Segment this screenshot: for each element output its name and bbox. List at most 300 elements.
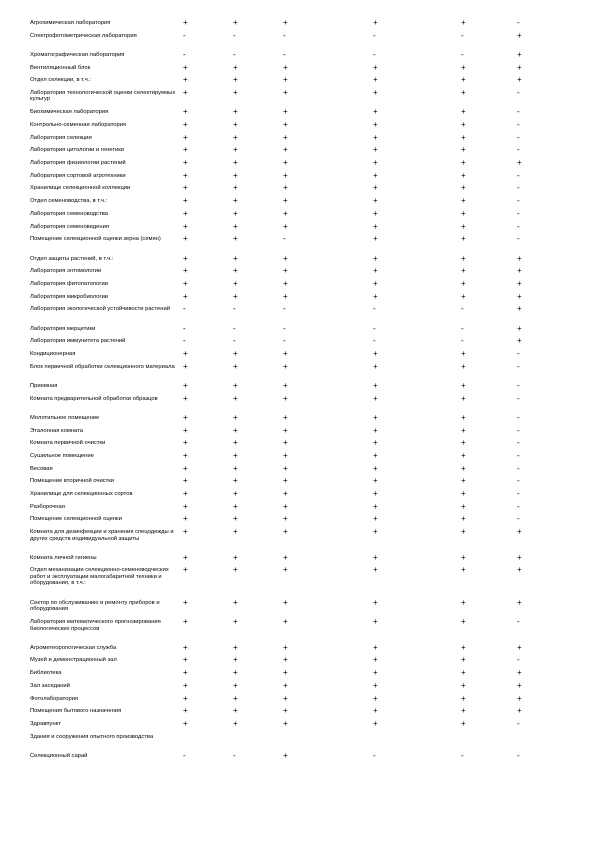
mark-cell-3: +: [283, 393, 288, 403]
mark-cell-4: +: [373, 617, 378, 627]
mark-cell-5: +: [461, 412, 466, 422]
room-name: Библиотека: [30, 670, 62, 677]
mark-cell-3: +: [283, 501, 288, 511]
mark-cell-2: +: [233, 706, 238, 716]
mark-cell-5: +: [461, 145, 466, 155]
room-name: Комната для дезинфекции и хранения спецодежды и других средств индивидуальной защиты: [30, 529, 174, 542]
mark-cell-6: +: [517, 552, 522, 562]
mark-cell-3: +: [283, 412, 288, 422]
mark-cell-6: +: [517, 30, 522, 40]
table-row: [30, 326, 575, 339]
room-name: Лаборатория фитопатологии: [30, 280, 108, 287]
table-row: [30, 236, 575, 255]
mark-cell-6: +: [517, 158, 522, 168]
mark-cell-3: +: [283, 88, 288, 98]
mark-cell-3: +: [283, 196, 288, 206]
mark-cell-1: +: [183, 438, 188, 448]
mark-cell-2: +: [233, 62, 238, 72]
mark-cell-6: +: [517, 266, 522, 276]
table-row: [30, 428, 575, 441]
mark-cell-2: -: [233, 750, 236, 760]
mark-cell-4: +: [373, 120, 378, 130]
mark-cell-6: +: [517, 62, 522, 72]
room-name: Весовая: [30, 465, 53, 472]
mark-cell-4: +: [373, 183, 378, 193]
room-name: Контрольно-семенная лаборатория: [30, 122, 127, 129]
mark-cell-1: +: [183, 718, 188, 728]
mark-cell-2: -: [233, 336, 236, 346]
mark-cell-4: [373, 734, 461, 753]
mark-cell-1: +: [183, 380, 188, 390]
mark-cell-3: +: [283, 450, 288, 460]
mark-cell-1: +: [183, 62, 188, 72]
mark-cell-5: +: [461, 463, 466, 473]
table-row: [30, 657, 575, 670]
mark-cell-5: +: [461, 476, 466, 486]
mark-cell-5: +: [461, 438, 466, 448]
mark-cell-1: +: [183, 552, 188, 562]
table-row: [30, 65, 575, 78]
mark-cell-5: +: [461, 62, 466, 72]
room-name: Кондиционерная: [30, 350, 76, 357]
mark-cell-6: -: [517, 132, 520, 142]
mark-cell-3: +: [283, 489, 288, 499]
mark-cell-1: +: [183, 291, 188, 301]
mark-cell-3: +: [283, 514, 288, 524]
mark-cell-5: +: [461, 597, 466, 607]
mark-cell-2: +: [233, 348, 238, 358]
mark-cell-1: +: [183, 463, 188, 473]
mark-cell-3: +: [283, 527, 288, 537]
mark-cell-1: +: [183, 693, 188, 703]
mark-cell-3: -: [283, 336, 286, 346]
mark-cell-5: +: [461, 221, 466, 231]
mark-cell-5: +: [461, 291, 466, 301]
mark-cell-4: +: [373, 668, 378, 678]
table-row: [30, 256, 575, 269]
mark-cell-5: +: [461, 183, 466, 193]
mark-cell-2: +: [233, 107, 238, 117]
mark-cell-6: +: [517, 706, 522, 716]
mark-cell-3: +: [283, 18, 288, 27]
mark-cell-6: +: [517, 49, 522, 59]
table-row: [30, 224, 575, 237]
mark-cell-1: +: [183, 668, 188, 678]
mark-cell-4: +: [373, 706, 378, 716]
mark-cell-1: +: [183, 208, 188, 218]
mark-cell-2: +: [233, 120, 238, 130]
mark-cell-5: +: [461, 489, 466, 499]
table-row: [30, 466, 575, 479]
room-name: Вентиляционный блок: [30, 64, 91, 71]
room-name: Селекционный сарай: [30, 752, 88, 759]
mark-cell-4: +: [373, 253, 378, 263]
mark-cell-6: -: [517, 393, 520, 403]
table-row: [30, 109, 575, 122]
mark-cell-5: -: [461, 304, 464, 314]
table-row: [30, 198, 575, 211]
rooms-table-body: [30, 20, 575, 766]
table-row: [30, 415, 575, 428]
mark-cell-3: +: [283, 706, 288, 716]
mark-cell-5: +: [461, 514, 466, 524]
table-row: [30, 33, 575, 52]
mark-cell-2: +: [233, 527, 238, 537]
room-name: Комната личной гигиены: [30, 554, 97, 561]
mark-cell-3: +: [283, 597, 288, 607]
mark-cell-6: -: [517, 501, 520, 511]
mark-cell-1: +: [183, 170, 188, 180]
mark-cell-4: +: [373, 291, 378, 301]
room-name: Помещение вторичной очистки: [30, 478, 115, 485]
mark-cell-5: +: [461, 158, 466, 168]
mark-cell-3: +: [283, 170, 288, 180]
table-row: [30, 555, 575, 568]
mark-cell-4: -: [373, 304, 376, 314]
mark-cell-2: +: [233, 291, 238, 301]
mark-cell-6: +: [517, 565, 522, 575]
mark-cell-1: +: [183, 253, 188, 263]
table-row: [30, 52, 575, 65]
room-name: Агрометеорологическая служба: [30, 644, 117, 651]
mark-cell-2: +: [233, 565, 238, 575]
mark-cell-6: -: [517, 655, 520, 665]
mark-cell-2: +: [233, 425, 238, 435]
mark-cell-3: +: [283, 266, 288, 276]
room-name: Помещение селекционной оценки: [30, 516, 122, 523]
table-row: [30, 453, 575, 466]
mark-cell-6: -: [517, 450, 520, 460]
mark-cell-1: +: [183, 266, 188, 276]
room-name: Помещения бытового назначения: [30, 708, 122, 715]
mark-cell-6: [517, 734, 575, 753]
mark-cell-5: +: [461, 107, 466, 117]
mark-cell-5: +: [461, 75, 466, 85]
mark-cell-3: +: [283, 132, 288, 142]
mark-cell-5: +: [461, 170, 466, 180]
mark-cell-1: +: [183, 361, 188, 371]
mark-cell-5: +: [461, 266, 466, 276]
mark-cell-2: +: [233, 718, 238, 728]
mark-cell-5: +: [461, 196, 466, 206]
table-row: [30, 721, 575, 734]
mark-cell-2: +: [233, 463, 238, 473]
mark-cell-3: +: [283, 361, 288, 371]
table-row: [30, 600, 575, 619]
mark-cell-1: +: [183, 501, 188, 511]
table-row: [30, 753, 575, 766]
mark-cell-5: -: [461, 49, 464, 59]
mark-cell-3: +: [283, 693, 288, 703]
mark-cell-1: +: [183, 680, 188, 690]
mark-cell-6: +: [517, 75, 522, 85]
mark-cell-1: +: [183, 158, 188, 168]
mark-cell-1: +: [183, 597, 188, 607]
mark-cell-1: +: [183, 450, 188, 460]
mark-cell-2: +: [233, 145, 238, 155]
mark-cell-5: +: [461, 208, 466, 218]
mark-cell-3: +: [283, 278, 288, 288]
mark-cell-2: +: [233, 617, 238, 627]
mark-cell-6: -: [517, 361, 520, 371]
mark-cell-2: +: [233, 183, 238, 193]
mark-cell-6: +: [517, 253, 522, 263]
mark-cell-4: +: [373, 425, 378, 435]
table-row: [30, 268, 575, 281]
mark-cell-5: +: [461, 253, 466, 263]
mark-cell-6: -: [517, 380, 520, 390]
mark-cell-2: -: [233, 323, 236, 333]
mark-cell-6: +: [517, 278, 522, 288]
mark-cell-5: +: [461, 278, 466, 288]
mark-cell-2: +: [233, 221, 238, 231]
table-row: [30, 122, 575, 135]
mark-cell-6: +: [517, 680, 522, 690]
mark-cell-6: +: [517, 323, 522, 333]
mark-cell-1: -: [183, 304, 186, 314]
table-row: [30, 173, 575, 186]
mark-cell-4: +: [373, 597, 378, 607]
mark-cell-4: +: [373, 489, 378, 499]
mark-cell-5: -: [461, 30, 464, 40]
mark-cell-2: +: [233, 196, 238, 206]
mark-cell-5: +: [461, 450, 466, 460]
mark-cell-3: +: [283, 438, 288, 448]
room-name: Зал заседаний: [30, 682, 70, 689]
mark-cell-3: +: [283, 348, 288, 358]
mark-cell-2: +: [233, 476, 238, 486]
table-row: [30, 396, 575, 415]
table-row: [30, 683, 575, 696]
mark-cell-3: +: [283, 107, 288, 117]
mark-cell-6: -: [517, 438, 520, 448]
mark-cell-2: [233, 734, 283, 753]
mark-cell-2: +: [233, 234, 238, 244]
mark-cell-4: +: [373, 145, 378, 155]
mark-cell-6: -: [517, 221, 520, 231]
table-row: [30, 383, 575, 396]
mark-cell-3: +: [283, 565, 288, 575]
mark-cell-6: -: [517, 476, 520, 486]
room-name: Хранилище селекционной коллекции: [30, 185, 131, 192]
mark-cell-5: +: [461, 361, 466, 371]
mark-cell-4: +: [373, 62, 378, 72]
table-row: [30, 504, 575, 517]
room-name: Музей и демонстрационный зал: [30, 657, 117, 664]
mark-cell-1: -: [183, 750, 186, 760]
mark-cell-4: +: [373, 476, 378, 486]
mark-cell-1: +: [183, 655, 188, 665]
mark-cell-6: +: [517, 597, 522, 607]
mark-cell-4: +: [373, 158, 378, 168]
table-row: [30, 185, 575, 198]
mark-cell-6: -: [517, 88, 520, 98]
room-name: Лаборатория математического прогнозирования биологических процессов: [30, 619, 161, 632]
mark-cell-4: +: [373, 450, 378, 460]
mark-cell-1: +: [183, 642, 188, 652]
mark-cell-2: -: [233, 304, 236, 314]
mark-cell-4: +: [373, 107, 378, 117]
mark-cell-6: -: [517, 412, 520, 422]
mark-cell-2: -: [233, 49, 236, 59]
mark-cell-3: +: [283, 463, 288, 473]
room-name: Лаборатория иммунитета растений: [30, 338, 126, 345]
mark-cell-3: +: [283, 750, 288, 760]
mark-cell-5: +: [461, 706, 466, 716]
mark-cell-4: +: [373, 412, 378, 422]
mark-cell-2: +: [233, 380, 238, 390]
mark-cell-5: +: [461, 668, 466, 678]
table-row: [30, 364, 575, 383]
mark-cell-5: -: [461, 750, 464, 760]
mark-cell-1: +: [183, 348, 188, 358]
room-name: Молотильное помещение: [30, 414, 100, 421]
table-row: [30, 77, 575, 90]
mark-cell-6: +: [517, 527, 522, 537]
mark-cell-5: +: [461, 527, 466, 537]
mark-cell-1: +: [183, 393, 188, 403]
mark-cell-1: +: [183, 183, 188, 193]
mark-cell-3: +: [283, 552, 288, 562]
mark-cell-1: +: [183, 425, 188, 435]
mark-cell-3: +: [283, 668, 288, 678]
mark-cell-2: +: [233, 393, 238, 403]
mark-cell-5: +: [461, 565, 466, 575]
table-row: [30, 20, 575, 33]
room-name: Здания и сооружения опытного производства: [30, 733, 154, 740]
room-name: Фотолаборатория: [30, 695, 79, 702]
mark-cell-1: +: [183, 234, 188, 244]
mark-cell-2: -: [233, 30, 236, 40]
mark-cell-6: -: [517, 208, 520, 218]
room-name: Лаборатория экологической устойчивости растений: [30, 306, 170, 313]
table-row: [30, 734, 575, 753]
table-row: [30, 645, 575, 658]
mark-cell-1: -: [183, 323, 186, 333]
mark-cell-4: +: [373, 18, 378, 27]
mark-cell-5: +: [461, 132, 466, 142]
mark-cell-1: +: [183, 476, 188, 486]
mark-cell-3: +: [283, 208, 288, 218]
mark-cell-2: +: [233, 514, 238, 524]
mark-cell-5: +: [461, 120, 466, 130]
room-name: Лаборатория технологической оценки селектируемых культур: [30, 90, 176, 103]
mark-cell-4: +: [373, 552, 378, 562]
mark-cell-3: +: [283, 145, 288, 155]
mark-cell-2: +: [233, 642, 238, 652]
room-name: Приемная: [30, 382, 58, 389]
mark-cell-6: -: [517, 145, 520, 155]
mark-cell-2: +: [233, 655, 238, 665]
room-name: Лаборатория сортовой агротехники: [30, 172, 126, 179]
mark-cell-1: +: [183, 514, 188, 524]
mark-cell-2: +: [233, 412, 238, 422]
mark-cell-4: +: [373, 208, 378, 218]
mark-cell-4: +: [373, 514, 378, 524]
table-row: [30, 516, 575, 529]
mark-cell-1: -: [183, 49, 186, 59]
mark-cell-6: -: [517, 170, 520, 180]
mark-cell-2: +: [233, 18, 238, 27]
table-row: [30, 619, 575, 645]
mark-cell-6: -: [517, 348, 520, 358]
room-name: Спектрофотометрическая лаборатория: [30, 32, 137, 39]
room-name: Разборочная: [30, 503, 65, 510]
table-row: [30, 478, 575, 491]
room-name: Лаборатория энтомологии: [30, 268, 102, 275]
mark-cell-5: +: [461, 380, 466, 390]
mark-cell-2: +: [233, 489, 238, 499]
mark-cell-5: [461, 734, 517, 753]
mark-cell-4: +: [373, 266, 378, 276]
mark-cell-6: +: [517, 336, 522, 346]
mark-cell-6: -: [517, 463, 520, 473]
mark-cell-5: +: [461, 18, 466, 27]
mark-cell-4: +: [373, 655, 378, 665]
mark-cell-2: +: [233, 552, 238, 562]
room-name: Лаборатория физиологии растений: [30, 160, 126, 167]
mark-cell-4: +: [373, 348, 378, 358]
mark-cell-5: +: [461, 425, 466, 435]
mark-cell-2: +: [233, 668, 238, 678]
mark-cell-4: +: [373, 234, 378, 244]
room-name: Лаборатория семеноведения: [30, 223, 109, 230]
mark-cell-1: +: [183, 221, 188, 231]
mark-cell-2: +: [233, 450, 238, 460]
mark-cell-3: +: [283, 120, 288, 130]
mark-cell-6: -: [517, 718, 520, 728]
mark-cell-2: +: [233, 680, 238, 690]
mark-cell-2: +: [233, 88, 238, 98]
room-name: Агрохимическая лаборатория: [30, 20, 111, 26]
mark-cell-5: +: [461, 552, 466, 562]
mark-cell-5: +: [461, 88, 466, 98]
mark-cell-5: +: [461, 693, 466, 703]
room-name: Отдел семеноводства, в т.ч.:: [30, 198, 108, 205]
mark-cell-6: -: [517, 234, 520, 244]
room-name: Хроматографическая лаборатория: [30, 51, 125, 58]
mark-cell-3: +: [283, 380, 288, 390]
room-name: Сушильное помещение: [30, 452, 94, 459]
mark-cell-3: +: [283, 655, 288, 665]
mark-cell-5: -: [461, 336, 464, 346]
mark-cell-3: +: [283, 158, 288, 168]
table-row: [30, 160, 575, 173]
mark-cell-4: +: [373, 393, 378, 403]
room-name: Блок первичной обработки селекционного материала: [30, 363, 175, 370]
table-row: [30, 708, 575, 721]
table-row: [30, 281, 575, 294]
mark-cell-5: +: [461, 718, 466, 728]
mark-cell-3: +: [283, 221, 288, 231]
mark-cell-2: +: [233, 438, 238, 448]
mark-cell-1: +: [183, 706, 188, 716]
room-name: Комната предварительной обработки образцов: [30, 395, 158, 402]
room-name: Эталонная комната: [30, 427, 83, 434]
mark-cell-3: +: [283, 680, 288, 690]
room-name: Отдел селекции, в т.ч.:: [30, 77, 92, 84]
mark-cell-6: -: [517, 750, 520, 760]
mark-cell-4: +: [373, 642, 378, 652]
mark-cell-3: -: [283, 234, 286, 244]
mark-cell-6: +: [517, 693, 522, 703]
mark-cell-6: -: [517, 617, 520, 627]
mark-cell-3: +: [283, 291, 288, 301]
mark-cell-1: +: [183, 132, 188, 142]
mark-cell-5: +: [461, 642, 466, 652]
room-name: Лаборатория цитологии и генетики: [30, 147, 124, 154]
mark-cell-3: +: [283, 718, 288, 728]
